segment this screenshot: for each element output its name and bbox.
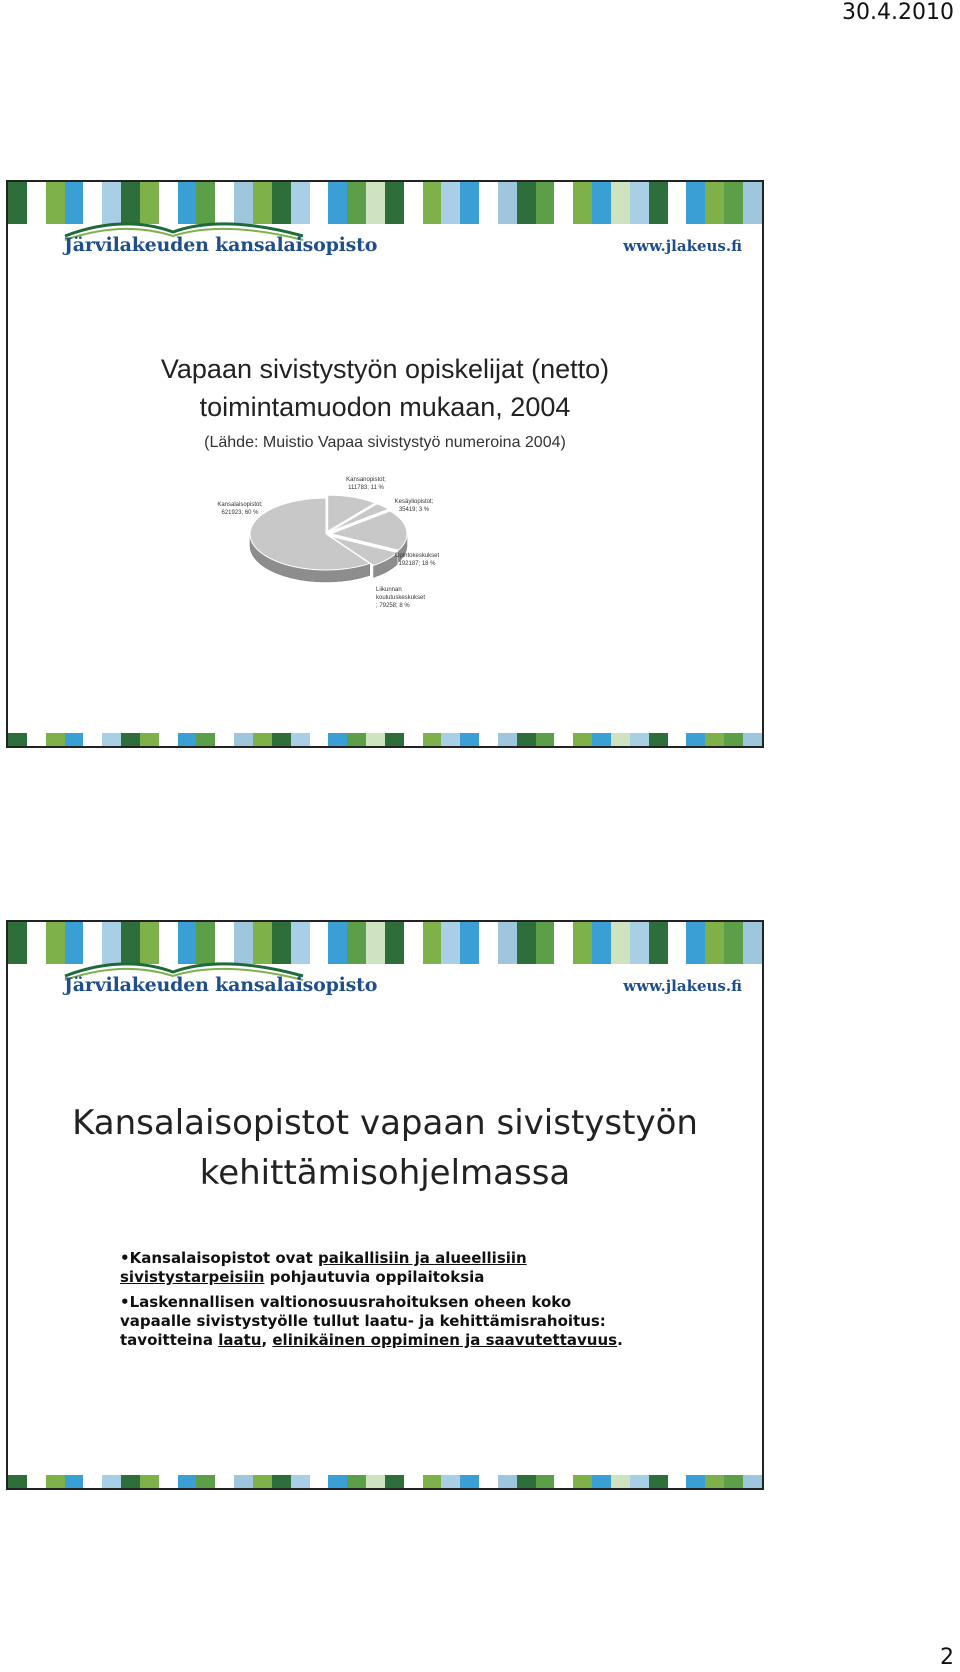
pie-label-kansanopistot: Kansanopistot; 111783; 11 % [346, 477, 386, 491]
stripe [686, 733, 705, 746]
stripe [479, 182, 498, 224]
stripe [347, 182, 366, 224]
stripe [46, 1475, 65, 1488]
stripe [554, 922, 573, 964]
stripe [498, 1475, 517, 1488]
bullet-list [120, 1249, 640, 1356]
slide-2-title-line1: Kansalaisopistot vapaan sivistystyön [72, 1103, 698, 1143]
stripe [517, 922, 536, 964]
pie-label-kesayliopistot: Kesäyliopistot; 35419; 3 % [394, 499, 434, 513]
stripe [611, 922, 630, 964]
stripe [573, 733, 592, 746]
stripe [196, 733, 215, 746]
stripe [592, 182, 611, 224]
stripe [460, 922, 479, 964]
stripe [215, 733, 234, 746]
stripe [441, 1475, 460, 1488]
stripe [668, 922, 687, 964]
stripe [404, 922, 423, 964]
stripe [592, 922, 611, 964]
stripe [253, 733, 272, 746]
stripe [441, 922, 460, 964]
stripe [291, 733, 310, 746]
stripe [385, 1475, 404, 1488]
pie-chart [208, 476, 468, 616]
stripe [423, 182, 442, 224]
stripe [724, 1475, 743, 1488]
stripe [668, 182, 687, 224]
stripe [140, 1475, 159, 1488]
stripe [234, 733, 253, 746]
stripe [178, 733, 197, 746]
stripe [27, 182, 46, 224]
stripe [347, 1475, 366, 1488]
stripe [27, 922, 46, 964]
stripe [705, 1475, 724, 1488]
bottom-stripe-band [8, 733, 762, 746]
stripe [554, 1475, 573, 1488]
stripe [630, 1475, 649, 1488]
stripe [668, 733, 687, 746]
stripe [121, 1475, 140, 1488]
stripe [102, 1475, 121, 1488]
stripe [328, 182, 347, 224]
stripe [46, 922, 65, 964]
underlined-phrase: sivistystarpeisiin [120, 1268, 265, 1286]
stripe [404, 733, 423, 746]
stripe [705, 922, 724, 964]
stripe [649, 733, 668, 746]
bullet-item: •Laskennallisen valtionosuusrahoituksen oheen koko vapaalle sivistystyölle tullut laatu- ja kehittämisrahoitus: tavoitteina laatu, elinikäinen oppiminen ja saavutettavuus. [120, 1293, 623, 1349]
stripe [310, 733, 329, 746]
stripe [460, 733, 479, 746]
logo-text: Järvilakeuden kansalaisopisto [64, 974, 378, 996]
stripe [517, 1475, 536, 1488]
stripe [498, 182, 517, 224]
underlined-phrase: laatu [218, 1331, 262, 1349]
stripe [536, 733, 555, 746]
stripe [385, 922, 404, 964]
website-link[interactable]: www.jlakeus.fi [623, 237, 742, 255]
stripe [234, 1475, 253, 1488]
stripe [328, 1475, 347, 1488]
stripe [328, 733, 347, 746]
stripe [8, 922, 27, 964]
stripe [46, 182, 65, 224]
stripe [215, 1475, 234, 1488]
stripe [724, 733, 743, 746]
stripe [630, 182, 649, 224]
stripe [743, 182, 762, 224]
stripe [159, 733, 178, 746]
stripe [253, 1475, 272, 1488]
stripe [630, 733, 649, 746]
stripe [8, 733, 27, 746]
stripe [83, 1475, 102, 1488]
stripe [441, 733, 460, 746]
stripe [46, 733, 65, 746]
stripe [611, 733, 630, 746]
stripe [178, 1475, 197, 1488]
stripe [328, 922, 347, 964]
stripe [366, 182, 385, 224]
stripe [554, 182, 573, 224]
stripe [366, 733, 385, 746]
stripe [159, 1475, 178, 1488]
stripe [743, 733, 762, 746]
stripe [498, 733, 517, 746]
stripe [460, 182, 479, 224]
stripe [272, 733, 291, 746]
stripe [611, 1475, 630, 1488]
stripe [196, 1475, 215, 1488]
stripe [310, 1475, 329, 1488]
stripe [536, 182, 555, 224]
stripe [404, 1475, 423, 1488]
stripe [423, 922, 442, 964]
stripe [536, 1475, 555, 1488]
slide-1-title-line1: Vapaan sivistystyön opiskelijat (netto) [160, 354, 610, 384]
stripe [743, 1475, 762, 1488]
stripe [8, 182, 27, 224]
slide-2 [6, 920, 764, 1490]
stripe [479, 1475, 498, 1488]
page-number: 2 [940, 1645, 954, 1670]
stripe [649, 1475, 668, 1488]
stripe [686, 1475, 705, 1488]
stripe [366, 1475, 385, 1488]
stripe [27, 1475, 46, 1488]
stripe [8, 1475, 27, 1488]
stripe [649, 922, 668, 964]
stripe [441, 182, 460, 224]
stripe [686, 182, 705, 224]
stripe [630, 922, 649, 964]
stripe [423, 733, 442, 746]
pie-label-kansalaisopistot: Kansalaisopistot; 621923; 60 % [217, 502, 263, 516]
underlined-phrase: paikallisiin ja alueellisiin [317, 1249, 527, 1267]
stripe [668, 1475, 687, 1488]
stripe [573, 922, 592, 964]
stripe [479, 922, 498, 964]
logo-text: Järvilakeuden kansalaisopisto [64, 234, 378, 256]
stripe [649, 182, 668, 224]
slide-1-source: (Lähde: Muistio Vapaa sivistystyö numeroina 2004) [204, 434, 566, 451]
bottom-stripe-band [8, 1475, 762, 1488]
stripe [366, 922, 385, 964]
stripe [102, 733, 121, 746]
stripe [272, 1475, 291, 1488]
stripe [517, 182, 536, 224]
stripe [724, 182, 743, 224]
stripe [686, 922, 705, 964]
stripe [347, 733, 366, 746]
stripe [121, 733, 140, 746]
pie-label-opintokeskukset: Opintokeskukset 192187; 18 % [394, 553, 440, 567]
stripe [536, 922, 555, 964]
stripe [705, 182, 724, 224]
stripe [705, 733, 724, 746]
stripe [573, 182, 592, 224]
stripe [498, 922, 517, 964]
stripe [65, 1475, 84, 1488]
stripe [743, 922, 762, 964]
stripe [83, 733, 102, 746]
slide-2-title-line2: kehittämisohjelmassa [199, 1153, 571, 1193]
stripe [573, 1475, 592, 1488]
stripe [347, 922, 366, 964]
stripe [724, 922, 743, 964]
slide-1-title-line2: toimintamuodon mukaan, 2004 [199, 392, 571, 422]
slide-1-title [8, 350, 762, 426]
website-link[interactable]: www.jlakeus.fi [623, 977, 742, 995]
stripe [291, 1475, 310, 1488]
stripe [460, 1475, 479, 1488]
bullet-item: •Kansalaisopistot ovat paikallisiin ja alueellisiin sivistystarpeisiin pohjautuvia oppilaitoksia [120, 1249, 527, 1286]
stripe [385, 182, 404, 224]
stripe [592, 1475, 611, 1488]
stripe [140, 733, 159, 746]
stripe [517, 733, 536, 746]
stripe [479, 733, 498, 746]
stripe [27, 733, 46, 746]
stripe [423, 1475, 442, 1488]
underlined-phrase: elinikäinen oppiminen ja saavutettavuus [272, 1331, 618, 1349]
stripe [65, 733, 84, 746]
stripe [404, 182, 423, 224]
stripe [554, 733, 573, 746]
slide-1 [6, 180, 764, 748]
stripe [611, 182, 630, 224]
page-date: 30.4.2010 [842, 0, 954, 25]
pie-label-liikunnan: Liikunnan koulutuskeskukset ; 79258; 8 % [376, 587, 426, 609]
stripe [592, 733, 611, 746]
stripe [385, 733, 404, 746]
slide-2-title [8, 1098, 762, 1198]
